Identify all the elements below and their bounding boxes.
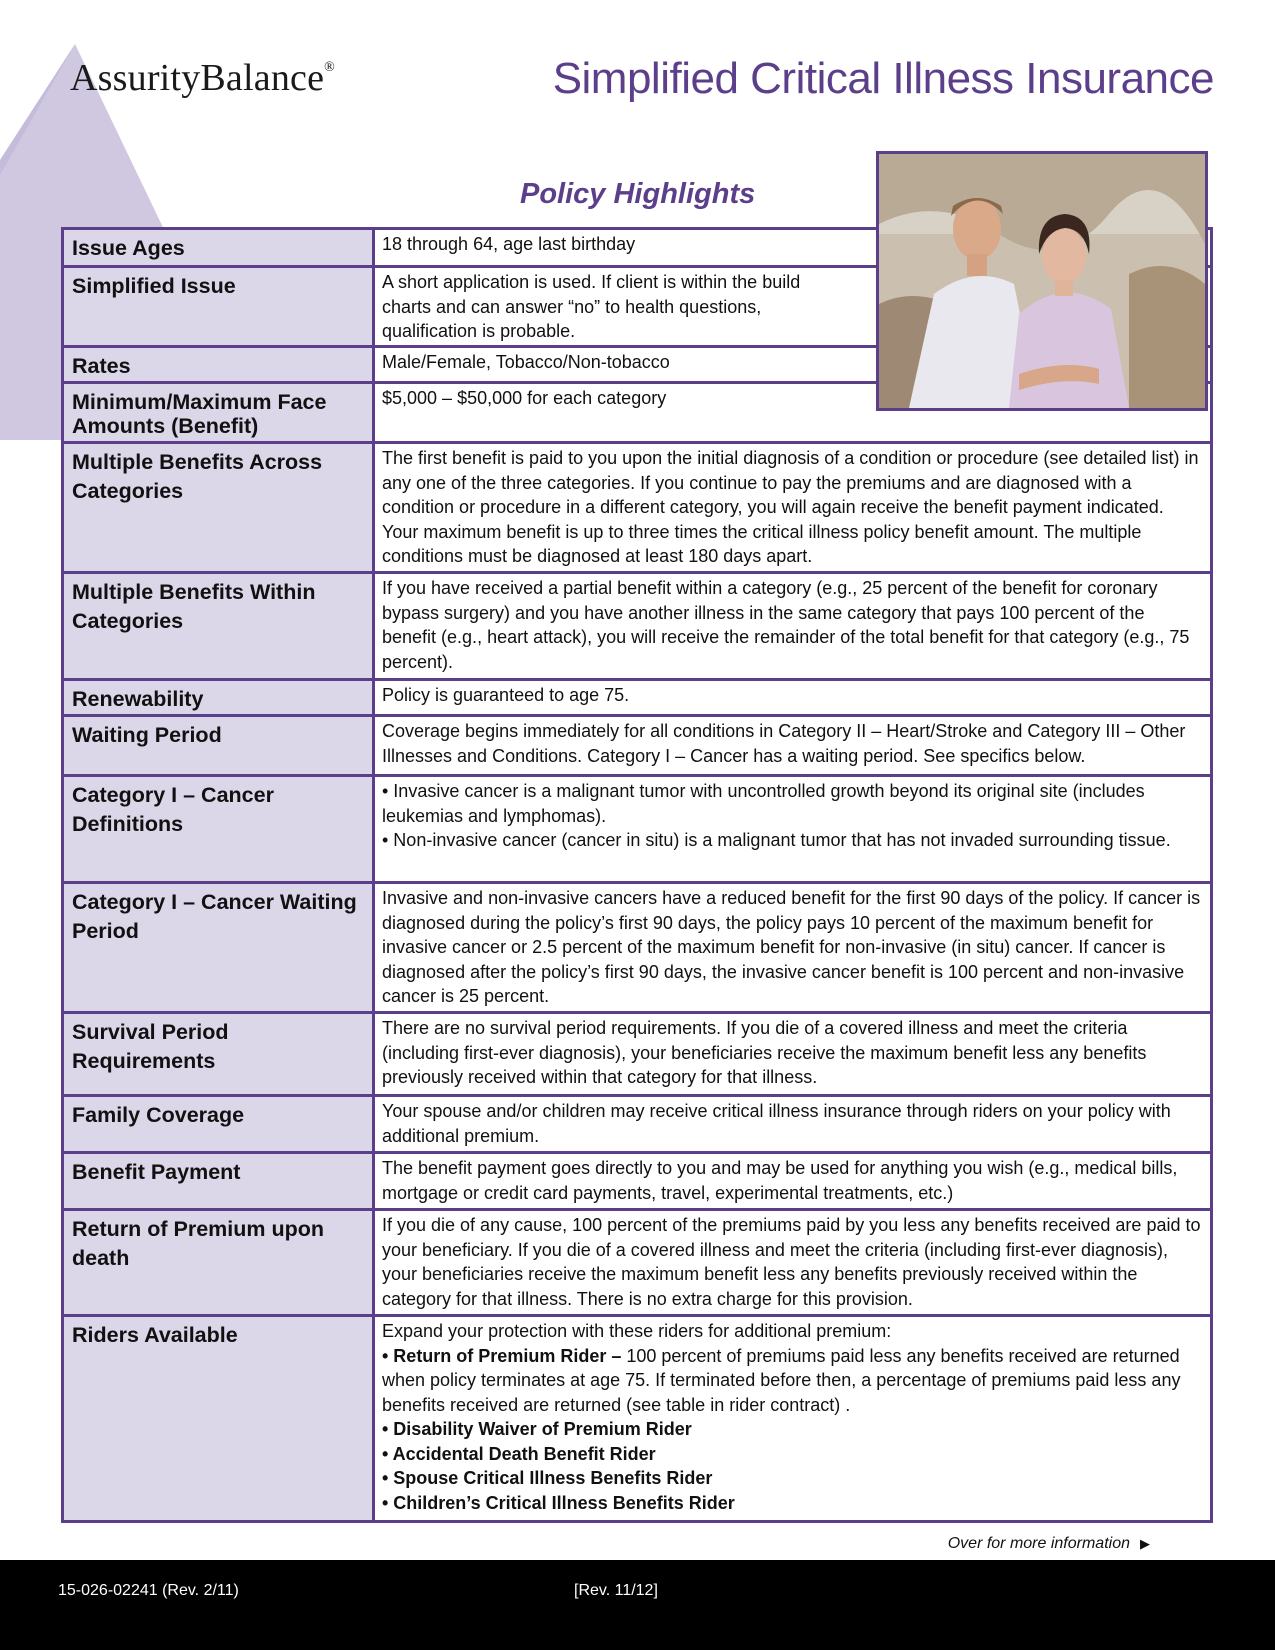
row-value: Male/Female, Tobacco/Non-tobacco <box>374 347 1212 383</box>
revision-label: [Rev. 11/12] <box>574 1582 658 1599</box>
table-row <box>63 1316 1212 1522</box>
row-value-text: A short application is used. If client is within the build charts and can answer “no” to health questions, qualification is probable. <box>382 272 801 341</box>
row-label: Simplified Issue <box>63 267 374 347</box>
brand-name: AssurityBalance <box>70 57 325 99</box>
riders-intro: Expand your protection with these riders for additional premium: <box>382 1321 892 1341</box>
row-value: Coverage begins immediately for all conditions in Category II – Heart/Stroke and Category III – Other Illnesses and Conditions. Category I – Cancer has a waiting period. See specifics below. <box>374 716 1212 776</box>
row-label: Issue Ages <box>63 229 374 267</box>
table-row <box>63 776 1212 883</box>
row-label: Category I – Cancer Definitions <box>63 776 374 883</box>
table-row <box>63 1210 1212 1316</box>
row-value: 18 through 64, age last birthday <box>374 229 1212 267</box>
definition-line: • Invasive cancer is a malignant tumor with uncontrolled growth beyond its original site (includes leukemias and lymphomas). <box>382 781 1145 826</box>
form-code: 15-026-02241 (Rev. 2/11) <box>58 1582 239 1599</box>
rider-item: • Disability Waiver of Premium Rider <box>382 1419 692 1439</box>
row-label: Rates <box>63 347 374 383</box>
rider-item: • Spouse Critical Illness Benefits Rider <box>382 1468 713 1488</box>
row-value <box>374 1316 1212 1522</box>
arrow-right-icon: ▶ <box>1140 1536 1150 1551</box>
row-label: Renewability <box>63 680 374 716</box>
row-label: Family Coverage <box>63 1096 374 1153</box>
row-value: The first benefit is paid to you upon the initial diagnosis of a condition or procedure (see detailed list) in any one of the three categories. If you continue to pay the premiums and are diagnosed with a condition or procedure in a different category, you will again receive the benefit payment indicated. Your maximum benefit is up to three times the critical illness policy benefit amount. The multiple conditions must be diagnosed at least 180 days apart. <box>374 443 1212 573</box>
table-row <box>63 680 1212 716</box>
table-row <box>63 883 1212 1013</box>
row-label: Multiple Benefits Within Categories <box>63 573 374 680</box>
row-value: Invasive and non-invasive cancers have a reduced benefit for the first 90 days of the policy. If cancer is diagnosed during the policy’s first 90 days, the policy pays 10 percent of the maximum benefit for invasive cancer or 2.5 percent of the maximum benefit for non-invasive (in situ) cancer. If cancer is diagnosed after the policy’s first 90 days, the invasive cancer benefit is 100 percent and non-invasive cancer is 25 percent. <box>374 883 1212 1013</box>
row-label: Riders Available <box>63 1316 374 1522</box>
table-row <box>63 443 1212 573</box>
row-value: Policy is guaranteed to age 75. <box>374 680 1212 716</box>
row-value: If you have received a partial benefit within a category (e.g., 25 percent of the benefit for coronary bypass surgery) and you have another illness in the same category that pays 100 percent of the benefit (e.g., heart attack), you will receive the remainder of the total benefit for that category (e.g., 75 percent). <box>374 573 1212 680</box>
footer-bar <box>0 1560 1275 1650</box>
table-row <box>63 1013 1212 1096</box>
row-value: $5,000 – $50,000 for each category <box>374 383 1212 443</box>
section-title: Policy Highlights <box>520 178 756 210</box>
document-title: Simplified Critical Illness Insurance <box>552 54 1214 103</box>
rider-item: • Accidental Death Benefit Rider <box>382 1443 656 1464</box>
rider-item: • Children’s Critical Illness Benefits Rider <box>382 1492 735 1513</box>
brand-logo <box>70 56 335 100</box>
row-label: Survival Period Requirements <box>63 1013 374 1096</box>
rop-rider-title: • Return of Premium Rider – <box>382 1345 622 1366</box>
row-label: Minimum/Maximum Face Amounts (Benefit) <box>63 383 374 443</box>
row-value: There are no survival period requirements. If you die of a covered illness and meet the criteria (including first-ever diagnosis), your beneficiaries receive the maximum benefit less any benefits previously received within that category for that illness. <box>374 1013 1212 1096</box>
row-value: Your spouse and/or children may receive critical illness insurance through riders on your policy with additional premium. <box>374 1096 1212 1153</box>
row-label: Multiple Benefits Across Categories <box>63 443 374 573</box>
table-row <box>63 1096 1212 1153</box>
definition-line: • Non-invasive cancer (cancer in situ) is a malignant tumor that has not invaded surrounding tissue. <box>382 830 1171 850</box>
rop-rider-text: 100 percent of premiums paid less any benefits received are returned when policy terminates at age 75. If terminated before then, a percentage of premiums paid less any benefits received are returned (see table in rider contract) . <box>382 1345 1181 1415</box>
row-value: The benefit payment goes directly to you and may be used for anything you wish (e.g., medical bills, mortgage or credit card payments, travel, experimental treatments, etc.) <box>374 1153 1212 1210</box>
row-label: Benefit Payment <box>63 1153 374 1210</box>
couple-photo <box>876 151 1208 411</box>
table-row <box>63 573 1212 680</box>
row-label: Return of Premium upon death <box>63 1210 374 1316</box>
policy-highlights-table <box>61 227 1213 1523</box>
row-value: If you die of any cause, 100 percent of the premiums paid by you less any benefits received are paid to your beneficiary. If you die of a covered illness and meet the criteria (including first-ever diagnosis), your beneficiaries receive the maximum benefit less any benefits previously received within the category for that illness. There is no extra charge for this provision. <box>374 1210 1212 1316</box>
registered-mark: ® <box>324 60 335 75</box>
row-label: Waiting Period <box>63 716 374 776</box>
rop-rider <box>382 1344 1202 1418</box>
table-row <box>63 716 1212 776</box>
row-value <box>374 776 1212 883</box>
over-for-more-text: Over for more information <box>947 1535 1130 1552</box>
table-row <box>63 1153 1212 1210</box>
couple-photo-icon <box>879 154 1205 408</box>
over-for-more-note <box>948 1535 1150 1553</box>
row-label: Category I – Cancer Waiting Period <box>63 883 374 1013</box>
